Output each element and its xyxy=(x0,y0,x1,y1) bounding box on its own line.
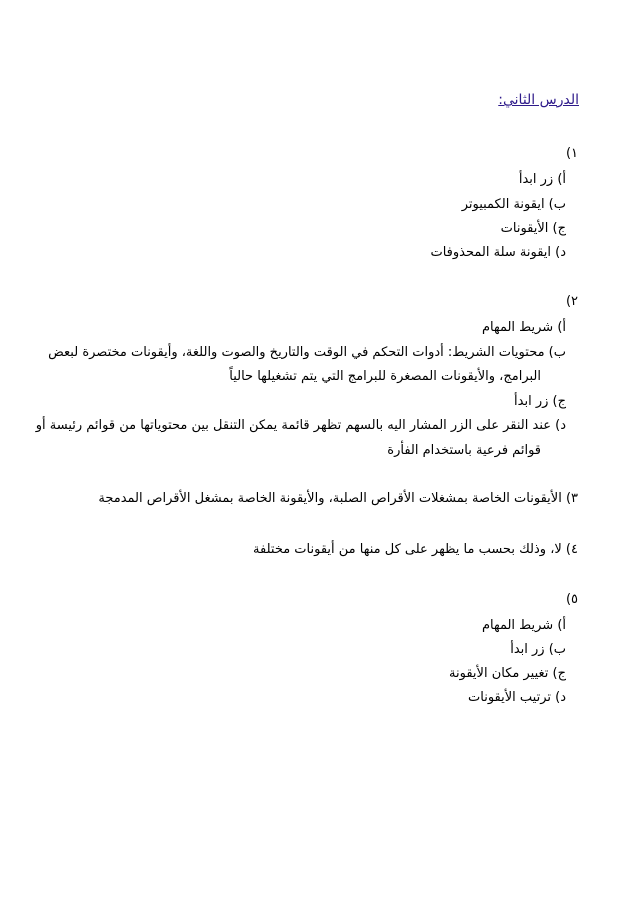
q2-answer-c: ج) زر ابدأ xyxy=(514,394,566,409)
q5-answer-d: د) ترتيب الأيقونات xyxy=(468,690,566,705)
q2-answer-b-line2: البرامج، والأيقونات المصغرة للبرامج التي يتم تشغيلها حالياً xyxy=(229,369,541,384)
q1-answer-a: أ) زر ابدأ xyxy=(518,172,566,187)
q5-answer-a: أ) شريط المهام xyxy=(481,618,566,633)
q1-answer-b: ب) ايقونة الكمبيوتر xyxy=(461,197,566,212)
question-3-answer: ٣) الأيقونات الخاصة بمشغلات الأقراص الصلبة، والأيقونة الخاصة بمشغل الأقراص المدمجة xyxy=(98,491,578,506)
question-5-number: ٥) xyxy=(565,592,578,607)
q1-answer-c: ج) الأيقونات xyxy=(500,221,566,236)
q2-answer-d-line2: قوائم فرعية باستخدام الفأرة xyxy=(387,443,541,458)
question-2-number: ٢) xyxy=(565,294,578,309)
lesson-title: الدرس الثاني: xyxy=(498,92,579,108)
q2-answer-d-line1: د) عند النقر على الزر المشار اليه بالسهم تظهر قائمة يمكن التنقل بين محتوياتها من قوائم رئيسة أو xyxy=(35,418,566,433)
q5-answer-c: ج) تغيير مكان الأيقونة xyxy=(449,666,566,681)
q2-answer-b-line1: ب) محتويات الشريط: أدوات التحكم في الوقت والتاريخ والصوت واللغة، وأيقونات مختصرة لبعض xyxy=(48,345,566,360)
q5-answer-b: ب) زر ابدأ xyxy=(510,642,566,657)
q1-answer-d: د) ايقونة سلة المحذوفات xyxy=(430,245,566,260)
question-1-number: ١) xyxy=(565,146,578,161)
question-4-answer: ٤) لا، وذلك بحسب ما يظهر على كل منها من أيقونات مختلفة xyxy=(253,542,578,557)
q2-answer-a: أ) شريط المهام xyxy=(481,320,566,335)
